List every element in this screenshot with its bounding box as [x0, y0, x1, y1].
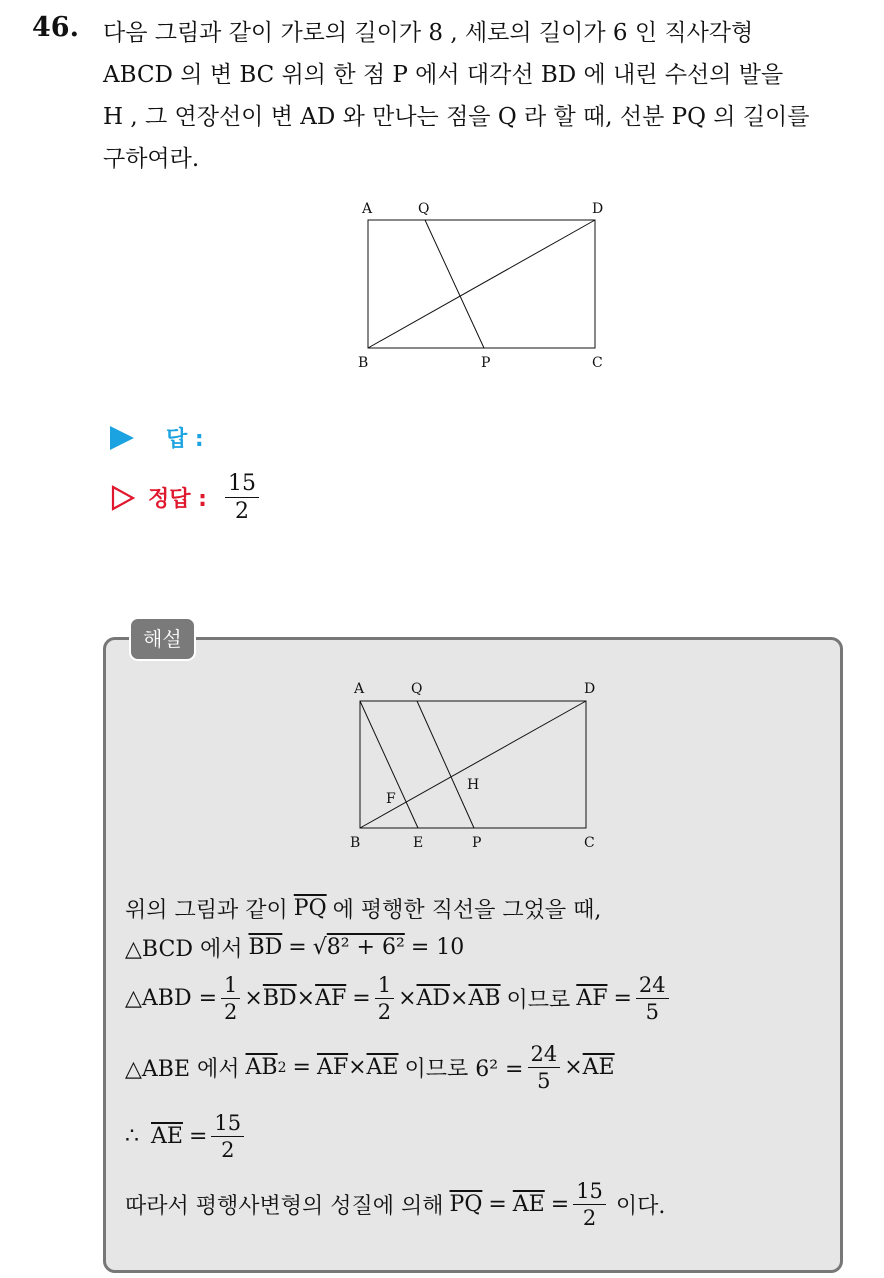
label-p: P [472, 835, 482, 851]
label-a: A [354, 681, 365, 697]
correct-answer-fraction: $\frac{15}{2}$ [225, 472, 259, 523]
explanation-line-3: △ABD = $\frac{1}{2}$ × $\overline{BD}$ × $\overline{AF}$ = $\frac{1}{2}$ × $\overline{AD}$ × $\overline{AB}$ 이므로 $\overline{AF}$ = $\frac{24}{5}$ [125, 974, 673, 1023]
question-line-4: 구하여라. [103, 146, 200, 172]
outline-triangle-icon [110, 485, 136, 511]
label-p: P [481, 355, 491, 371]
correct-answer-row [110, 472, 259, 523]
label-d: D [592, 201, 604, 217]
label-q: Q [411, 681, 423, 697]
explanation-line-1: 위의 그림과 같이 $\overline{PQ}$ 에 평행한 직선을 그었을 때, [125, 896, 602, 923]
question-line-3: H , 그 연장선이 변 AD 와 만나는 점을 Q 라 할 때, 선분 PQ 의 길이를 [103, 104, 810, 130]
diagonal-bd [368, 220, 595, 348]
explanation-line-6: 따라서 평행사변형의 성질에 의해 $\overline{PQ}$ = $\overline{AE}$ = $\frac{15}{2}$ 이다. [125, 1179, 666, 1231]
question-text [103, 12, 873, 180]
label-c: C [584, 835, 595, 851]
explanation-tab: 해설 [129, 617, 196, 661]
segment-pq [425, 220, 484, 348]
label-c: C [592, 355, 603, 371]
label-q: Q [418, 201, 430, 217]
question-line-2: ABCD 의 변 BC 위의 한 점 P 에서 대각선 BD 에 내린 수선의 발을 [103, 62, 784, 88]
label-d: D [584, 681, 596, 697]
label-a: A [362, 201, 373, 217]
explanation-figure [340, 673, 610, 858]
segment-ae [360, 701, 418, 828]
play-icon [110, 426, 134, 450]
label-b: B [350, 835, 361, 851]
explanation-line-2: △BCD 에서 $\overline{BD}$ = √ 8² + 6² = 10 [125, 935, 465, 962]
question-number: 46. [32, 12, 79, 43]
correct-answer-label: 정답 : [148, 487, 207, 513]
answer-label: 답 : [166, 427, 204, 452]
label-h: H [467, 777, 480, 793]
label-f: F [386, 791, 396, 807]
rectangle-figure [350, 195, 620, 380]
segment-pq [417, 701, 474, 828]
label-e: E [413, 835, 424, 851]
explanation-line-4: △ABE 에서 $\overline{AB}$ 2 = $\overline{AF}$ × $\overline{AE}$ 이므로 6² = $\frac{24}{5}$ × $\overline{AE}$ [125, 1042, 615, 1094]
label-b: B [358, 355, 369, 371]
answer-row [110, 422, 204, 453]
question-line-1: 다음 그림과 같이 가로의 길이가 8 , 세로의 길이가 6 인 직사각형 [103, 20, 754, 46]
diagonal-bd [360, 701, 586, 828]
explanation-line-5: ∴ $\overline{AE}$ = $\frac{15}{2}$ [125, 1112, 248, 1161]
